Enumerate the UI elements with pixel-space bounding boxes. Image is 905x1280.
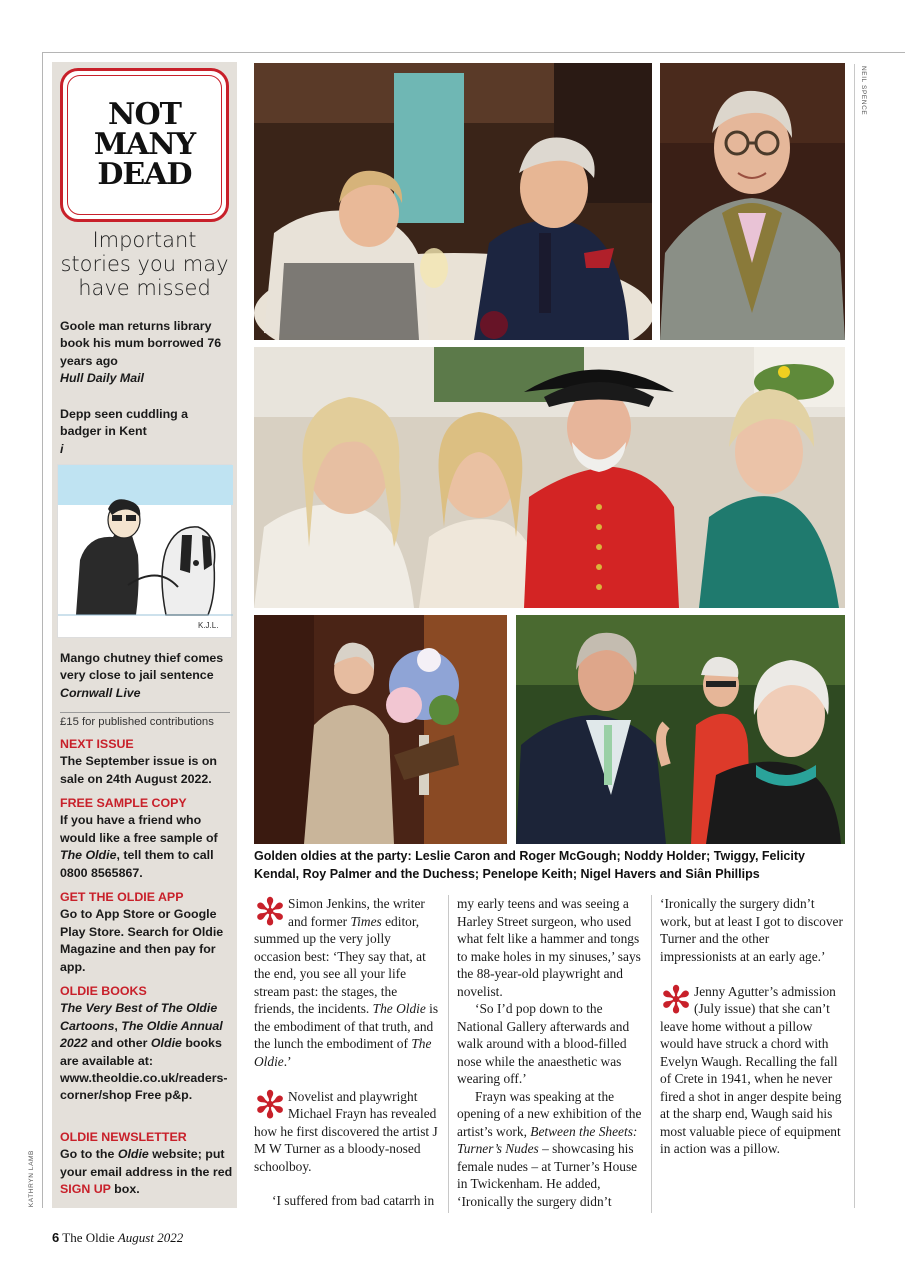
page-number: 6 <box>52 1230 60 1245</box>
newsletter-heading: OLDIE NEWSLETTER <box>60 1130 187 1144</box>
story-headline: Goole man returns library book his mum borrowed 76 years ago <box>60 319 222 368</box>
photo-twiggy-kendal-palmer-duchess <box>254 347 845 608</box>
story-item <box>60 406 232 458</box>
photo-penelope-keith <box>254 615 507 844</box>
cartoon-signature: K.J.L. <box>198 621 219 630</box>
column-rule <box>448 895 449 1213</box>
illustration-credit: KATHRYN LAMB <box>28 1150 35 1208</box>
contributions-note: £15 for published contributions <box>60 716 214 728</box>
books-heading: OLDIE BOOKS <box>60 984 147 998</box>
top-rule <box>42 52 905 53</box>
app-section <box>60 889 234 976</box>
free-sample-section: FREE SAMPLE COPY If you have a friend who would like a free sample of The Oldie, tell them to call 0800 8565867. <box>60 795 234 882</box>
photo-caron-mcgough <box>254 63 652 340</box>
asterisk-icon: ✻ <box>660 977 692 1022</box>
asterisk-icon: ✻ <box>254 1082 286 1127</box>
photo-noddy-holder <box>660 63 845 340</box>
next-issue-heading: NEXT ISSUE <box>60 737 134 751</box>
photo-caption: Golden oldies at the party: Leslie Caron and Roger McGough; Noddy Holder; Twiggy, Felicity Kendal, Roy Palmer and the Duchess; Penelope Keith; Nigel Havers and Siân Phillips <box>254 849 805 881</box>
asterisk-icon: ✻ <box>254 890 286 934</box>
story-item <box>60 318 232 388</box>
issue-date: August 2022 <box>117 1230 184 1245</box>
sidebar-subtitle: Important stories you may have missed <box>60 228 229 300</box>
story-item <box>60 650 232 702</box>
app-text: Go to App Store or Google Play Store. Search for Oldie Magazine and then pay for app. <box>60 907 224 974</box>
magazine-name: The Oldie <box>62 1230 115 1245</box>
story-source: Cornwall Live <box>60 685 141 700</box>
article-column-2 <box>457 895 643 1211</box>
story-headline: Depp seen cuddling a badger in Kent <box>60 407 189 439</box>
paragraph: ‘So I’d pop down to the National Gallery afterwards and walk around with a blood-filled nose while the anaesthetic was wearing off.’ <box>457 1001 630 1086</box>
app-heading: GET THE OLDIE APP <box>60 890 184 904</box>
newsletter-section: OLDIE NEWSLETTER Go to the Oldie website; put your email address in the red SIGN UP box. <box>60 1130 233 1197</box>
story-source: i <box>60 441 64 456</box>
badge-title: NOT MANY DEAD <box>93 97 196 192</box>
article-column-1 <box>254 890 440 1175</box>
article-column-3: ‘Ironically the surgery didn’t work, but at least I got to discover Turner and the other impressionists at an early age.’ ✻ Jenny Agutter’s admission (July issue) that she can’t leave home without a pillow would have struck a chord with Evelyn Waugh. Recalling the fall of Crete in 1941, when he never fired a shot in anger despite being at the sharp end, Waugh said his most valuable piece of equipment in action was a pillow. <box>660 895 846 1211</box>
photo-havers-phillips <box>516 615 845 844</box>
sign-up-text: SIGN UP <box>60 1182 111 1197</box>
article-column-1-tail: ‘I suffered from bad catarrh in <box>272 1193 435 1208</box>
paragraph: Novelist and playwright Michael Frayn has revealed how he first discovered the artist J M W Turner as a bloody-nosed schoolboy. <box>254 1088 438 1174</box>
badger-cartoon <box>57 464 232 638</box>
next-issue-text: The September issue is on sale on 24th August 2022. <box>60 754 217 786</box>
column-rule <box>651 895 652 1213</box>
books-section: OLDIE BOOKS The Very Best of The Oldie Cartoons, The Oldie Annual 2022 and other Oldie books are available at: www.theoldie.co.uk/readers-corner/shop Free p&p. <box>60 983 234 1105</box>
paragraph: Jenny Agutter’s admission (July issue) that she can’t leave home without a pillow would have struck a chord with Evelyn Waugh. Recalling the fall of Crete in 1941, when he never fired a shot in anger despite being at the sharp end, Waugh said his most valuable piece of equipment in action was a pillow. <box>660 983 842 1156</box>
paragraph: Frayn was speaking at the opening of a new exhibition of the artist’s work, Between the Sheets: Turner’s Nudes – showcasing his female nudes – at Turner’s House in Twickenham. He added, ‘Ironically the surgery didn’t <box>457 1088 642 1209</box>
not-many-dead-badge <box>60 68 229 222</box>
right-rule <box>854 64 855 1208</box>
left-rule <box>42 52 43 1208</box>
paragraph: Simon Jenkins, the writer and former Times editor, summed up the very jolly occasion best: ‘They say that, at the end, you see all your life stream past: the stages, the friends, the incidents. The Oldie is the embodiment of that truth, and the lunch the embodiment of The Oldie.’ <box>254 896 439 1069</box>
page-folio <box>52 1230 183 1246</box>
photo-credit: NEIL SPENCE <box>860 66 867 116</box>
sidebar <box>52 62 237 1208</box>
story-source: Hull Daily Mail <box>60 371 144 386</box>
next-issue-section <box>60 736 234 788</box>
sidebar-divider <box>60 712 230 713</box>
story-headline: Mango chutney thief comes very close to jail sentence <box>60 651 224 683</box>
paragraph: my early teens and was seeing a Harley Street surgeon, who used what felt like a hammer and tongs to make holes in my sinuses,’ says the 88-year-old playwright and novelist. <box>457 896 641 999</box>
free-sample-heading: FREE SAMPLE COPY <box>60 796 187 810</box>
